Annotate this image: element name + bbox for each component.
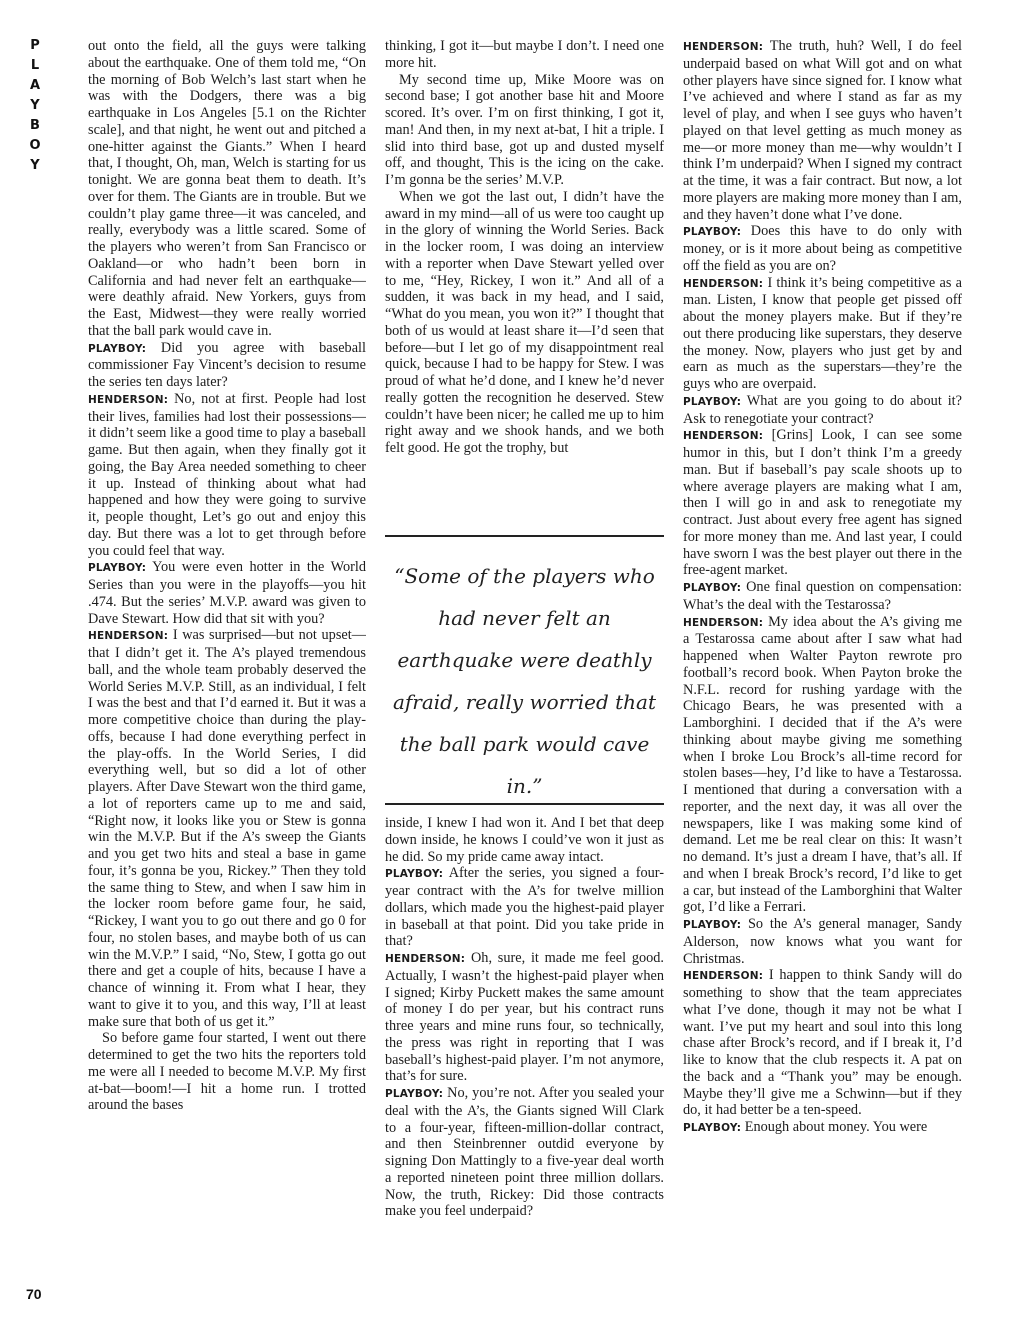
paragraph [683,579,962,614]
paragraph [385,1085,664,1220]
speaker-label: PLAYBOY: [88,342,147,355]
paragraph-text: I think it’s being competitive as a man. Listen, I know that people get pissed off about the money players make. But if they’re out there producing like superstars, they deserve the money. Now, players who just get by and earn as much as the superstars—they’re the guys who are overpaid. [683,274,962,392]
page-number: 70 [26,1286,42,1302]
paragraph: thinking, I got it—but maybe I don’t. I need one more hit. [385,38,664,71]
paragraph-text: Oh, sure, it made me feel good. Actually, I wasn’t the highest-paid player when I signed; Kirby Puckett makes the same amount of money I do per year, but his contract runs three years and mine runs four, so technically, the press was right in reporting that I was baseball’s highest-paid player. I’m not anymore, that’s for sure. [385,950,664,1085]
paragraph-text: My idea about the A’s giving me a Testarossa came about after I saw what had happened when Walter Payton rewrote pro football’s record book. When Payton broke the N.F.L. record for rushing yardage with the Chicago Bears, he was presented with a Lamborghini. I decided that if the A’s were thinking about maybe giving me something when I broke Lou Brock’s all-time record for stolen bases—hey, I’d like to have a Testarossa. I mentioned that during a conversation with a reporter, and the next day, it was all over the newspapers, like I was making some kind of demand. Let me be real clear on this: It wasn’t no demand. It’s just a dream I have, that’s all. If and when I break Brock’s record, I’d like to get a car, but instead of the Lamborghini that Walter got, I’d like a Ferrari. [683,613,962,916]
paragraph-text: What are you going to do about it? Ask to renegotiate your contract? [683,392,962,427]
paragraph-text: One final question on compensation: What’s the deal with the Testarossa? [683,579,962,613]
speaker-label: HENDERSON: [683,41,764,53]
paragraph [683,223,962,274]
speaker-label: HENDERSON: [88,393,169,406]
speaker-label: HENDERSON: [683,616,764,629]
paragraph-text: [Grins] Look, I can see some humor in this, but I don’t think I’m a greedy man. But if baseball’s pay scale shoots up to where average players are making what I am, then I will go in and ask to renegotiate my contract. Just about every free agent has signed for more money than me. And last year, I could have sworn I was the best player out there in the free-agent market. [683,427,962,579]
paragraph [88,627,366,1030]
magazine-letter: L [30,58,40,73]
paragraph-text: No, you’re not. After you sealed your deal with the A’s, the Giants signed Will Clark to a four-year, fifteen-million-dollar contract, and then Steinbrenner outdid everyone by signing Don Mattingly to a five-year deal worth a reported nineteen point three million dollars. Now, the truth, Rickey: Did those contracts make you feel underpaid? [385,1085,664,1220]
text-column-2-top [385,38,664,530]
paragraph-text: The truth, huh? Well, I do feel underpaid based on what Will got and on what other players have since signed for. I know what I’ve achieved and where I stand as far as my level of play, and when I see guys who haven’t played on that level getting as much money as me—or more money than me—why wouldn’t I think I’m underpaid? When I signed my contract at the time, it was a fair contract. But now, a lot more players are making more money than I am, and they haven’t done what I’ve done. [683,38,962,223]
paragraph-text: Enough about money. You were [741,1119,928,1135]
magazine-letter: Y [30,158,40,173]
magazine-name-vertical [24,36,46,176]
paragraph-text: After the series, you signed a four-year contract with the A’s for twelve million dollars, which made you the highest-paid player in baseball at that point. Did you take pride in that? [385,865,664,950]
paragraph [683,614,962,917]
paragraph-text: You were even hotter in the World Series than you were in the playoffs—you hit .474. But the series’ M.V.P. award was given to Dave Stewart. How did that sit with you? [88,559,366,627]
paragraph-text: I was surprised—but not upset—that I didn’t get it. The A’s played tremendous ball, and the whole team probably deserved the World Series M.V.P. Still, as an individual, I felt I was the best and that I’d earned it. But it was a more competitive choice than during the play-offs, because I had done everything perfect in the play-offs. In the World Series, I did everything well, but so did a lot of other players. After Dave Stewart won the third game, a lot of reporters came up to me and said, “Right now, it looks like you or Stew is gonna win the M.V.P. But if the A’s sweep the Giants and you get two hits and steal a base in game four, it’s gonna be you, Rickey.” Then they told the same thing to Stew, and when I saw him in the locker room before game four, he said, “Rickey, I want you to go out there and go 0 for four, no stolen bases, and maybe both of us can win the M.V.P.” I said, “No, Stew, I gotta go out there and get a couple of hits, because I have a chance of winning it. From what I hear, they want to give it to you, and this way, I’ll at least make sure that both of us get it.” [88,627,366,1030]
text-column-2-bottom [385,815,664,1300]
paragraph-text: So the A’s general manager, Sandy Alderson, now knows what you want for Christmas. [683,916,962,967]
speaker-label: HENDERSON: [385,953,466,965]
speaker-label: PLAYBOY: [683,582,742,594]
paragraph [683,275,962,393]
speaker-label: PLAYBOY: [88,562,147,575]
pull-quote: “Some of the players who had never felt an earthquake were deathly afraid, really worried that the ball park would cave in.” [385,535,664,805]
speaker-label: HENDERSON: [683,277,764,290]
paragraph [683,427,962,579]
magazine-letter: O [29,138,41,153]
magazine-letter: P [30,38,40,53]
text-column-1 [88,38,366,1300]
paragraph [683,916,962,967]
magazine-letter: A [29,78,41,93]
text-column-3 [683,38,962,1300]
speaker-label: PLAYBOY: [683,919,742,931]
paragraph [683,393,962,428]
paragraph: So before game four started, I went out there determined to get the two hits the reporters told me were all I needed to become M.V.P. My first at-bat—boom!—I hit a home run. I trotted around the bases [88,1030,366,1114]
paragraph-text: Does this have to do only with money, or is it more about being as competitive off the field as you are on? [683,223,962,274]
speaker-label: HENDERSON: [683,430,764,443]
paragraph: out onto the field, all the guys were talking about the earthquake. One of them told me, “On the morning of Bob Welch’s last start when he was with the Dodgers, there was a big earthquake in Los Angeles [5.1 on the Richter scale], and that night, he went out and pitched a one-hitter against the Giants.” When I heard that, I thought, Oh, man, Welch is starting for us tonight. We are gonna beat them to death. It’s over for them. The Giants are in trouble. But we couldn’t play game three—it was canceled, and really, everybody was a little scared. Some of the players who weren’t from San Francisco or Oakland—or who hadn’t been born in California and had never felt an earthquake—were deathly afraid. New Yorkers, guys from the East, Midwest—they were really worried that the ball park would cave in. [88,38,366,339]
paragraph: My second time up, Mike Moore was on second base; I got another base hit and Moore scored. It’s over. I’m on first thinking, I got it, man! And then, in my next at-bat, I hit a triple. I slid into third base, got up and dusted myself off, and thought, This is the icing on the cake. I’m gonna be the series’ M.V.P. [385,71,664,188]
paragraph-text: I happen to think Sandy will do something to show that the team appreciates what I’ve done, though it may not be what I want. I’ve put my heart and soul into this long chase after Brock’s record, and if I break it, I’d like to know that the club respects it. A pat on the back and a “Thank you” may be enough. Maybe they’ll give me a Schwinn—but if they do, it had better be a ten-speed. [683,967,962,1119]
paragraph-text: No, not at first. People had lost their lives, families had lost their possessions—it didn’t seem like a good time to play a baseball game. But then again, when they finally got it going, the Bay Area needed something to cheer it up. Instead of thinking about what had happened and how they were going to survive it, people thought, Let’s go out and enjoy this day. But there was a lot to get through before you could feel that way. [88,390,366,559]
paragraph [88,340,366,391]
speaker-label: PLAYBOY: [385,1088,444,1100]
magazine-letter: Y [30,98,40,113]
speaker-label: PLAYBOY: [385,868,444,881]
magazine-letter: B [30,118,40,133]
paragraph: When we got the last out, I didn’t have the award in my mind—all of us were too caught up in the glory of winning the World Series. Back in the locker room, I was doing an interview with a reporter when Dave Stewart yelled over to me, “Hey, Rickey, I won it.” And all of a sudden, it was back in my head, and I said, “What do you mean, you won it?” I thought that both of us would at least share it—I’d seen that before—but I let go of my disappointment real quick, because I had to be happy for Stew. I was proud of what he’d done, and I knew he’d never really gotten the recognition he deserved. Stew couldn’t have been nicer; he called me up to him right away and we shook hands, and we both felt good. He got the trophy, but [385,188,664,456]
paragraph [385,865,664,950]
paragraph [88,559,366,627]
paragraph-text: Did you agree with baseball commissioner Fay Vincent’s decision to resume the series ten days later? [88,339,366,390]
paragraph [683,1119,962,1137]
paragraph [683,38,962,223]
speaker-label: HENDERSON: [683,970,764,983]
paragraph [683,967,962,1119]
speaker-label: PLAYBOY: [683,395,742,408]
paragraph [88,391,366,560]
paragraph [385,950,664,1085]
speaker-label: PLAYBOY: [683,1122,742,1134]
speaker-label: HENDERSON: [88,630,169,643]
speaker-label: PLAYBOY: [683,226,742,239]
paragraph: inside, I knew I had won it. And I bet that deep down inside, he knows I could’ve won it just as he did. So my pride came away intact. [385,815,664,865]
